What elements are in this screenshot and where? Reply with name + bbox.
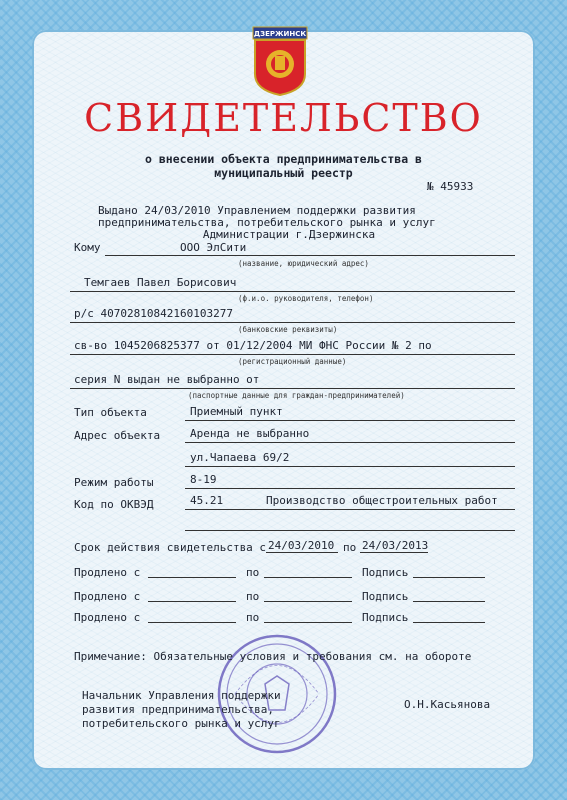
- address-line-1: Аренда не выбранно: [190, 427, 310, 440]
- signature-line: [413, 622, 485, 623]
- extended-label: Продлено с: [74, 611, 141, 624]
- city-emblem: [252, 26, 308, 96]
- schedule-label: Режим работы: [74, 476, 154, 489]
- signature-line: [413, 577, 485, 578]
- head-title-line-2: развития предпринимательства,: [82, 703, 275, 716]
- extended-label: Продлено с: [74, 590, 141, 603]
- extended-from-line: [148, 577, 236, 578]
- issued-block: [98, 205, 480, 241]
- account-hint: (банковские реквизиты): [238, 325, 338, 334]
- object-type-value: Приемный пункт: [190, 405, 283, 418]
- director-hint: (ф.и.о. руководителя, телефон): [238, 294, 374, 303]
- okved-label: Код по ОКВЭД: [74, 498, 154, 511]
- validity-to: 24/03/2013: [362, 539, 429, 552]
- extended-po-label: по: [246, 566, 260, 579]
- signature-label: Подпись: [362, 611, 409, 624]
- signature-label: Подпись: [362, 566, 409, 579]
- okved-underline-2: [185, 530, 515, 531]
- extended-to-line: [264, 622, 352, 623]
- company-name: ООО ЭлСити: [180, 241, 247, 254]
- director-name: Темгаев Павел Борисович: [84, 276, 237, 289]
- certificate-number: № 45933: [427, 180, 474, 193]
- address-line-2: ул.Чапаева 69/2: [190, 451, 290, 464]
- validity-from: 24/03/2010: [268, 539, 335, 552]
- validity-from-underline: [266, 552, 338, 553]
- schedule-value: 8-19: [190, 473, 217, 486]
- extended-to-line: [264, 601, 352, 602]
- validity-prefix: Срок действия свидетельства с: [74, 541, 267, 554]
- okved-underline-1: [185, 509, 515, 510]
- issued-line-3: Администрации г.Дзержинска: [202, 228, 376, 241]
- address-underline-2: [185, 466, 515, 467]
- extended-po-label: по: [246, 611, 260, 624]
- account-underline: [70, 322, 515, 323]
- address-underline-1: [185, 442, 515, 443]
- certificate-subtitle: [0, 152, 567, 180]
- okved-description: Производство общестроительных работ: [266, 494, 498, 507]
- passport-underline: [70, 388, 515, 389]
- object-type-label: Тип объекта: [74, 406, 147, 419]
- validity-mid: по: [343, 541, 357, 554]
- signature-line: [413, 601, 485, 602]
- extended-from-line: [148, 622, 236, 623]
- issued-line-1: Выдано 24/03/2010 Управлением поддержки развития: [98, 204, 416, 217]
- head-title: [82, 689, 281, 731]
- note-text: Примечание: Обязательные условия и требования см. на обороте: [74, 650, 472, 663]
- okved-code: 45.21: [190, 494, 224, 507]
- extended-label: Продлено с: [74, 566, 141, 579]
- bank-account: р/с 40702810842160103277: [74, 307, 233, 320]
- company-underline: [105, 255, 515, 256]
- subtitle-line-1: о внесении объекта предпринимательства в: [145, 152, 422, 166]
- registration-underline: [70, 354, 515, 355]
- head-title-line-1: Начальник Управления поддержки: [82, 689, 281, 702]
- emblem-text: ДЗЕРЖИНСК: [253, 30, 307, 38]
- validity-to-underline: [360, 552, 428, 553]
- passport-hint: (паспортные данные для граждан-предпринимателей): [188, 391, 405, 400]
- schedule-underline: [185, 488, 515, 489]
- to-label: Кому: [74, 241, 101, 254]
- extended-po-label: по: [246, 590, 260, 603]
- address-label: Адрес объекта: [74, 429, 161, 442]
- company-hint: (название, юридический адрес): [238, 259, 369, 268]
- issued-line-2: предпринимательства, потребительского рынка и услуг: [98, 216, 436, 229]
- head-title-line-3: потребительского рынка и услуг: [82, 717, 281, 730]
- passport-data: серия N выдан не выбранно от: [74, 373, 260, 386]
- signature-label: Подпись: [362, 590, 409, 603]
- head-name: О.Н.Касьянова: [404, 698, 491, 711]
- subtitle-line-2: муниципальный реестр: [214, 166, 353, 180]
- extended-to-line: [264, 577, 352, 578]
- extended-from-line: [148, 601, 236, 602]
- registration-hint: (регистрационный данные): [238, 357, 347, 366]
- registration-data: св-во 1045206825377 от 01/12/2004 МИ ФНС России № 2 по: [74, 339, 432, 352]
- director-underline: [70, 291, 515, 292]
- object-type-underline: [185, 420, 515, 421]
- certificate-title: СВИДЕТЕЛЬСТВО: [84, 96, 483, 140]
